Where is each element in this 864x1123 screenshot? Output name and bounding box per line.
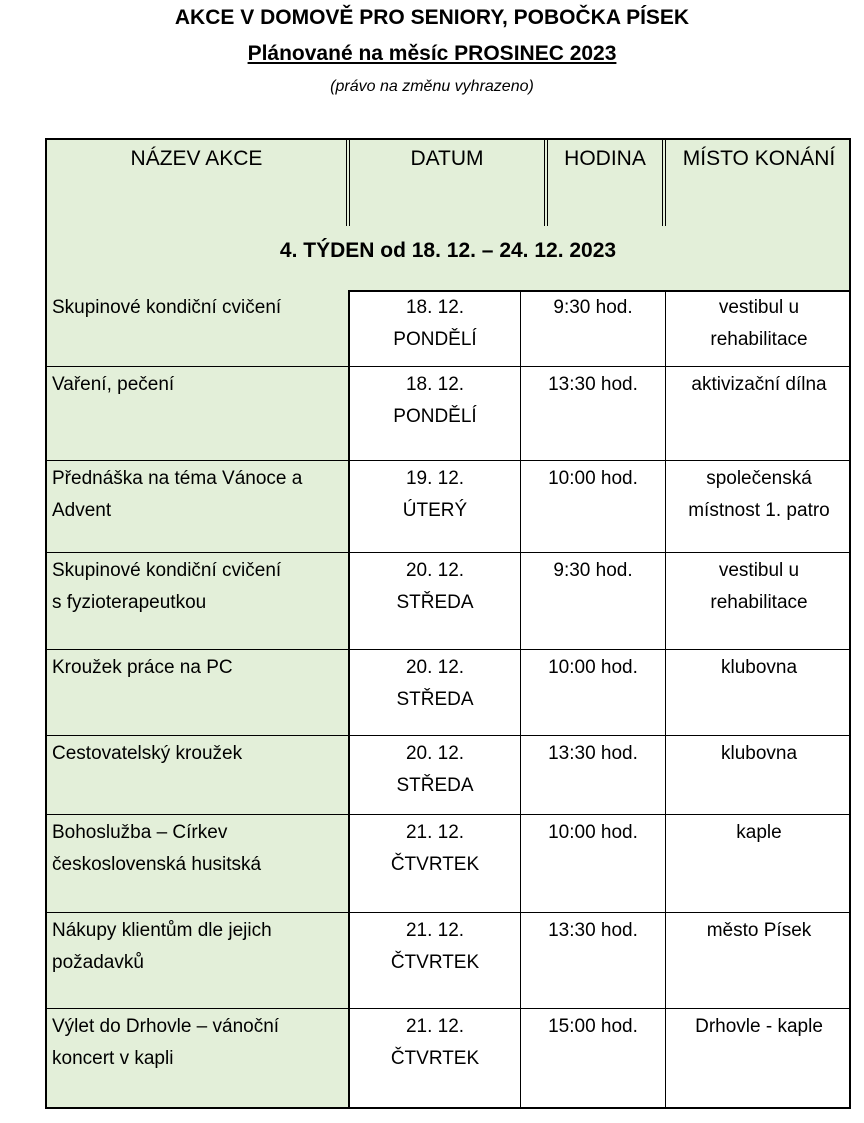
event-time [521, 461, 666, 552]
event-time-value: 9:30 hod. [553, 297, 633, 318]
table-header [47, 140, 849, 228]
event-date [350, 367, 521, 460]
table-row [47, 553, 849, 650]
event-place [666, 650, 852, 735]
event-date-value: 21. 12. [405, 1016, 465, 1037]
event-time [521, 913, 666, 1008]
event-name [47, 736, 350, 814]
event-time-value: 13:30 hod. [548, 920, 638, 941]
event-name-line: Skupinové kondiční cvičení [52, 560, 282, 581]
event-time [521, 1009, 666, 1107]
event-name-line: Přednáška na téma Vánoce a [52, 468, 303, 489]
event-time [521, 815, 666, 912]
event-name [47, 815, 350, 912]
event-name-line: Vaření, pečení [52, 374, 175, 395]
column-header-time: HODINA [548, 140, 666, 226]
event-day: ČTVRTEK [390, 952, 480, 973]
event-time-value: 13:30 hod. [548, 743, 638, 764]
event-name-line: československá husitská [52, 854, 262, 875]
column-header-date: DATUM [350, 140, 548, 226]
event-date [350, 1009, 521, 1107]
event-time-value: 15:00 hod. [548, 1016, 638, 1037]
event-place-line: vestibul u [718, 560, 800, 581]
event-day: PONDĚLÍ [393, 406, 477, 427]
event-place-line: společenská [706, 468, 812, 489]
event-name-line: Nákupy klientům dle jejich [52, 920, 272, 941]
event-place-line: klubovna [720, 657, 798, 678]
event-day: ÚTERÝ [402, 500, 468, 521]
event-date [350, 553, 521, 649]
event-place-line: klubovna [720, 743, 798, 764]
schedule-table [45, 138, 851, 1109]
table-row [47, 913, 849, 1009]
event-time-value: 10:00 hod. [548, 657, 638, 678]
event-date [350, 815, 521, 912]
event-name-line: Bohoslužba – Církev [52, 822, 228, 843]
event-place [666, 815, 852, 912]
event-date [350, 736, 521, 814]
table-row [47, 461, 849, 553]
event-place [666, 461, 852, 552]
event-date-value: 21. 12. [405, 920, 465, 941]
event-name-line: Advent [52, 500, 112, 521]
event-date-value: 18. 12. [405, 374, 465, 395]
event-name-line: koncert v kapli [52, 1048, 174, 1069]
event-day: STŘEDA [396, 592, 474, 613]
event-place [666, 290, 852, 366]
event-name [47, 367, 350, 460]
event-date [350, 290, 521, 366]
event-name [47, 553, 350, 649]
page-title: AKCE V DOMOVĚ PRO SENIORY, POBOČKA PÍSEK [174, 6, 690, 29]
event-name [47, 650, 350, 735]
event-time [521, 650, 666, 735]
event-name [47, 913, 350, 1008]
event-date [350, 461, 521, 552]
event-name-line: požadavků [52, 952, 144, 973]
event-place-line: rehabilitace [710, 329, 808, 350]
event-name-line: s fyzioterapeutkou [52, 592, 207, 613]
event-time-value: 10:00 hod. [548, 822, 638, 843]
event-time-value: 10:00 hod. [548, 468, 638, 489]
event-name [47, 1009, 350, 1107]
table-row [47, 1009, 849, 1107]
page-subtitle: Plánované na měsíc PROSINEC 2023 [247, 42, 617, 65]
event-place [666, 367, 852, 460]
event-time-value: 13:30 hod. [548, 374, 638, 395]
event-place [666, 1009, 852, 1107]
event-place-line: aktivizační dílna [691, 374, 827, 395]
event-time [521, 290, 666, 366]
event-day: STŘEDA [396, 689, 474, 710]
event-day: ČTVRTEK [390, 854, 480, 875]
event-name [47, 461, 350, 552]
event-date-value: 21. 12. [405, 822, 465, 843]
event-time [521, 736, 666, 814]
event-date-value: 19. 12. [405, 468, 465, 489]
event-day: STŘEDA [396, 775, 474, 796]
event-time [521, 553, 666, 649]
event-place-line: místnost 1. patro [688, 500, 830, 521]
week-heading: 4. TÝDEN od 18. 12. – 24. 12. 2023 [47, 226, 849, 292]
event-day: PONDĚLÍ [393, 329, 477, 350]
event-place [666, 913, 852, 1008]
event-place-line: rehabilitace [710, 592, 808, 613]
table-row [47, 815, 849, 913]
event-date-value: 20. 12. [405, 743, 465, 764]
event-name-line: Skupinové kondiční cvičení [52, 297, 282, 318]
event-time [521, 367, 666, 460]
event-time-value: 9:30 hod. [553, 560, 633, 581]
event-place [666, 553, 852, 649]
table-row [47, 367, 849, 461]
event-day: ČTVRTEK [390, 1048, 480, 1069]
event-place-line: vestibul u [718, 297, 800, 318]
disclaimer-note: (právo na změnu vyhrazeno) [330, 78, 534, 95]
event-name-line: Výlet do Drhovle – vánoční [52, 1016, 280, 1037]
table-row [47, 736, 849, 815]
event-place-line: kaple [736, 822, 782, 843]
event-place [666, 736, 852, 814]
event-name-line: Cestovatelský kroužek [52, 743, 243, 764]
column-header-place: MÍSTO KONÁNÍ [682, 147, 836, 170]
column-header-name: NÁZEV AKCE [47, 140, 350, 226]
event-name [47, 290, 350, 366]
event-date-value: 20. 12. [405, 657, 465, 678]
event-place-line: Drhovle - kaple [695, 1016, 823, 1037]
event-date [350, 913, 521, 1008]
event-date [350, 650, 521, 735]
event-name-line: Kroužek práce na PC [52, 657, 233, 678]
event-place-line: město Písek [706, 920, 812, 941]
event-date-value: 20. 12. [405, 560, 465, 581]
table-row [47, 650, 849, 736]
event-date-value: 18. 12. [405, 297, 465, 318]
table-row [47, 290, 849, 367]
